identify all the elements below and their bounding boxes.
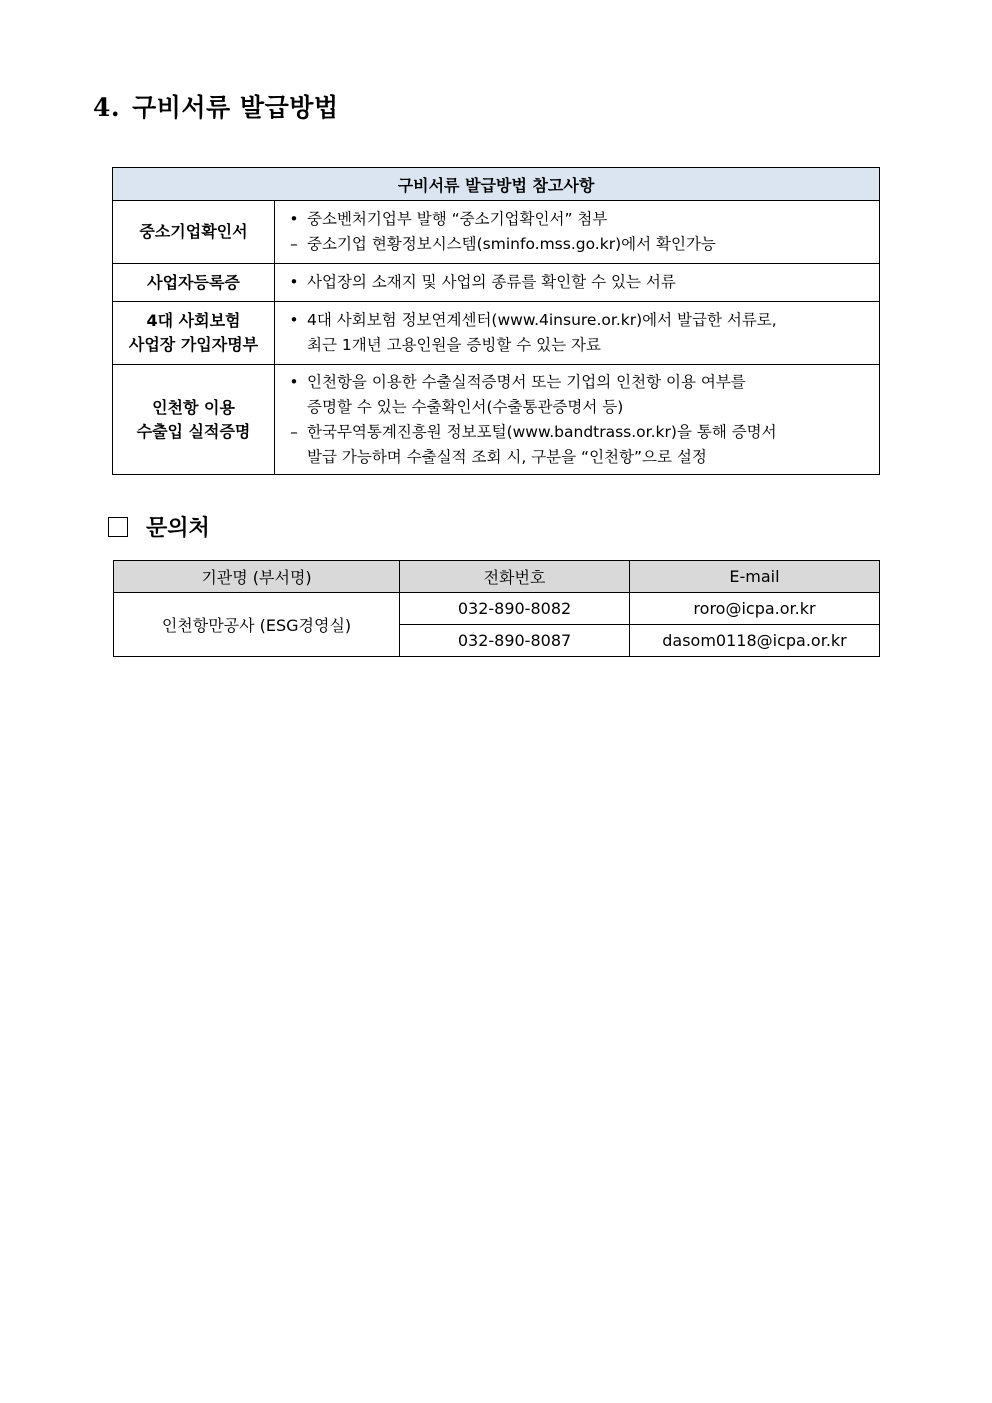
item-text: 인천항을 이용한 수출실적증명서 또는 기업의 인천항 이용 여부를 [307,372,746,391]
bullet-icon: • [289,372,299,391]
document-label [113,365,275,475]
section-title-text: 구비서류 발급방법 [132,93,339,122]
document-description [275,365,880,475]
contact-table [113,560,880,657]
documents-table-header: 구비서류 발급방법 참고사항 [113,168,880,201]
document-description [275,302,880,365]
document-label [113,201,275,264]
list-item [281,232,875,257]
list-item [281,420,875,445]
item-text-continued: 증명할 수 있는 수출확인서(수출통관증명서 등) [307,397,624,416]
section-title [93,88,339,124]
document-description [275,264,880,302]
document-description [275,201,880,264]
document-label-line: 중소기업확인서 [139,222,248,241]
document-label-line: 4대 사회보험 [146,311,241,330]
list-item [281,308,875,333]
checkbox-icon [108,517,128,537]
item-text-continued: 최근 1개년 고용인원을 증빙할 수 있는 자료 [307,336,601,354]
document-label [113,302,275,365]
list-item [281,207,875,232]
contact-heading [108,511,210,542]
phone-cell: 032-890-8087 [400,625,630,657]
bullet-icon: • [289,311,299,329]
section-number: 4. [93,93,121,122]
item-text: 사업장의 소재지 및 사업의 종류를 확인할 수 있는 서류 [307,273,676,291]
document-label-line: 인천항 이용 [152,397,235,417]
document-label-line: 사업자등록증 [147,272,240,292]
item-text: 중소기업 현황정보시스템(sminfo.mss.go.kr)에서 확인가능 [307,235,716,253]
dash-icon: – [290,235,298,253]
documents-table [112,167,880,475]
document-label-line: 사업장 가입자명부 [128,335,259,354]
item-text: 4대 사회보험 정보연계센터(www.4insure.or.kr)에서 발급한 서류로, [307,311,777,329]
list-item [281,270,875,295]
phone-cell: 032-890-8082 [400,593,630,625]
document-label [113,264,275,302]
bullet-icon: • [289,273,299,291]
document-label-line: 수출입 실적증명 [136,421,251,441]
item-text: 중소벤처기업부 발행 “중소기업확인서” 첨부 [307,210,608,228]
table-row [113,365,880,475]
table-row [113,201,880,264]
table-row [114,593,880,625]
email-cell: dasom0118@icpa.or.kr [630,625,880,657]
column-header-email: E-mail [630,561,880,593]
item-text-continued: 발급 가능하며 수출실적 조회 시, 구분을 “인천항”으로 설정 [307,447,707,466]
list-item [281,370,875,395]
dash-icon: – [290,422,298,441]
bullet-icon: • [289,210,299,228]
organization-cell: 인천항만공사 (ESG경영실) [114,593,400,657]
table-row [113,264,880,302]
item-text: 한국무역통계진흥원 정보포털(www.bandtrass.or.kr)을 통해 증명서 [307,422,777,441]
contact-heading-text: 문의처 [146,515,210,541]
table-row [113,302,880,365]
email-cell: roro@icpa.or.kr [630,593,880,625]
column-header-phone: 전화번호 [400,561,630,593]
column-header-organization: 기관명 (부서명) [114,561,400,593]
